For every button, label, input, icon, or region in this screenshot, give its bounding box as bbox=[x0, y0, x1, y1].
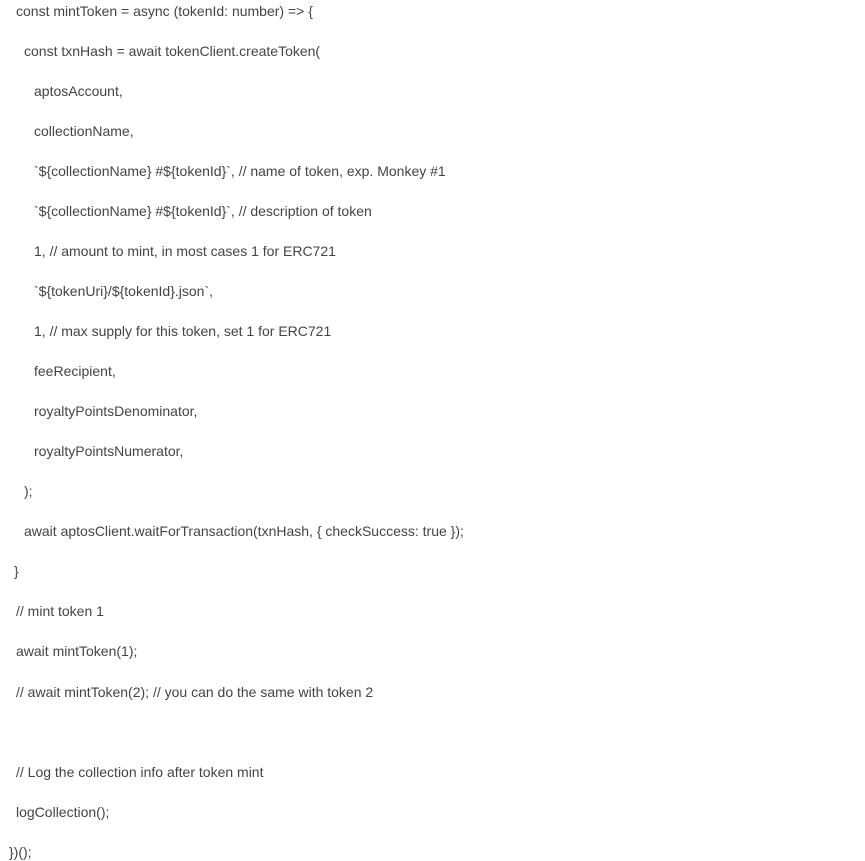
code-line: // mint token 1 bbox=[16, 603, 104, 619]
code-line: `${tokenUri}/${tokenId}.json`, bbox=[34, 283, 214, 299]
code-line: `${collectionName} #${tokenId}`, // description of token bbox=[34, 203, 372, 219]
code-line: logCollection(); bbox=[16, 804, 110, 820]
code-line: const mintToken = async (tokenId: number) => { bbox=[16, 3, 313, 19]
code-line: // await mintToken(2); // you can do the same with token 2 bbox=[16, 684, 374, 700]
code-line: 1, // amount to mint, in most cases 1 for ERC721 bbox=[34, 243, 336, 259]
code-line: } bbox=[14, 563, 19, 579]
code-line: ); bbox=[24, 483, 33, 499]
code-line: feeRecipient, bbox=[34, 363, 116, 379]
code-line: // Log the collection info after token mint bbox=[16, 764, 264, 780]
code-line: const txnHash = await tokenClient.createToken( bbox=[24, 43, 321, 59]
code-line: })(); bbox=[9, 844, 32, 860]
code-line: aptosAccount, bbox=[34, 83, 123, 99]
code-line: royaltyPointsNumerator, bbox=[34, 443, 184, 459]
code-line: collectionName, bbox=[34, 123, 134, 139]
code-line: await mintToken(1); bbox=[16, 643, 138, 659]
code-line: 1, // max supply for this token, set 1 for ERC721 bbox=[34, 323, 332, 339]
code-line: `${collectionName} #${tokenId}`, // name of token, exp. Monkey #1 bbox=[34, 163, 446, 179]
code-line: await aptosClient.waitForTransaction(txnHash, { checkSuccess: true }); bbox=[24, 523, 464, 539]
code-line: royaltyPointsDenominator, bbox=[34, 403, 198, 419]
